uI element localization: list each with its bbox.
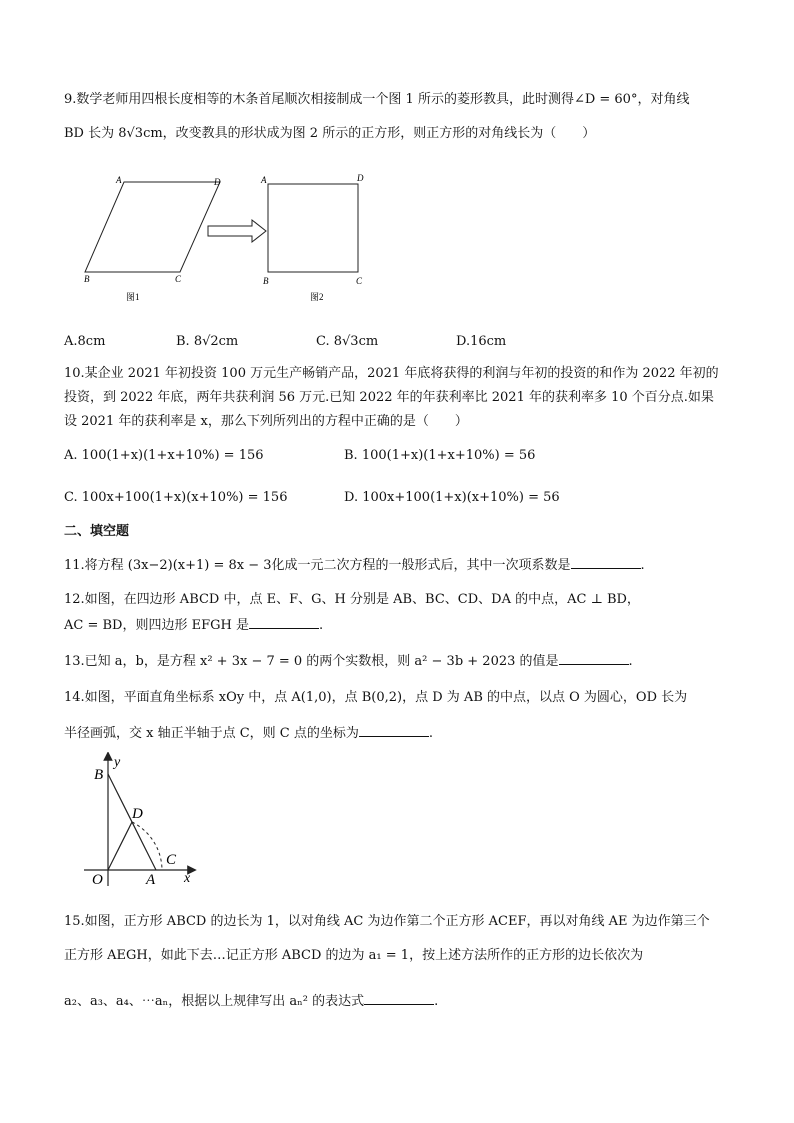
q9-option-a: A.8cm — [64, 334, 106, 349]
label-b: B — [94, 767, 104, 783]
q12-line1: 12.如图，在四边形 ABCD 中，点 E、F、G、H 分别是 AB、BC、CD、DA 的中点，AC ⊥ BD， — [64, 592, 640, 607]
q12-line2 — [64, 614, 323, 636]
q10-line1: 10.某企业 2021 年初投资 100 万元生产畅销产品，2021 年底将获得的利润与年初的投资的和作为 2022 年初的 — [64, 366, 719, 381]
q12-period: . — [318, 618, 324, 633]
q9-option-c: C. 8√3cm — [316, 334, 379, 349]
rhombus-shape — [85, 182, 220, 272]
q13-period: . — [628, 654, 633, 669]
fig1-label-A: A — [116, 175, 122, 185]
q15-line1: 15.如图，正方形 ABCD 的边长为 1，以对角线 AC 为边作第二个正方形 ACEF，再以对角线 AE 为边作第三个 — [64, 914, 710, 929]
fig2-label-D: D — [357, 173, 364, 183]
q10-line2: 投资，到 2022 年底，两年共获利润 56 万元.已知 2022 年的年获利率比 2021 年的获利率多 10 个百分点.如果 — [64, 390, 714, 405]
label-d: D — [132, 806, 143, 822]
q14-figure — [84, 752, 214, 892]
section-title: 二、填空题 — [64, 524, 130, 539]
fig1-label-D: D — [214, 177, 221, 187]
label-c: C — [166, 852, 177, 868]
q14-period: . — [428, 726, 434, 741]
q9-option-d: D.16cm — [456, 334, 507, 349]
q10-option-d: D. 100x+100(1+x)(x+10%) = 56 — [344, 490, 560, 505]
q14-line2 — [64, 722, 433, 744]
q9-option-b: B. 8√2cm — [176, 334, 239, 349]
q12-text: AC = BD，则四边形 EFGH 是 — [64, 618, 249, 633]
q14-text: 半径画弧，交 x 轴正半轴于点 C，则 C 点的坐标为 — [64, 726, 359, 741]
q14-line1: 14.如图，平面直角坐标系 xOy 中，点 A(1,0)，点 B(0,2)，点 D 为 AB 的中点，以点 O 为圆心，OD 长为 — [64, 690, 688, 705]
q15-line2: 正方形 AEGH，如此下去…记正方形 ABCD 的边为 a₁ = 1，按上述方法所作的正方形的边长依次为 — [64, 948, 644, 963]
transform-arrow-icon — [208, 220, 266, 242]
segment-od — [108, 822, 132, 870]
q13-answer-blank[interactable] — [559, 650, 629, 665]
label-y: y — [114, 755, 121, 770]
fig1-caption: 图1 — [126, 292, 140, 302]
square-shape — [268, 184, 358, 272]
label-o: O — [92, 872, 103, 888]
q11 — [64, 554, 645, 576]
fig2-caption: 图2 — [310, 292, 324, 302]
q15-period: . — [434, 994, 439, 1009]
q9-line1: 9.数学老师用四根长度相等的木条首尾顺次相接制成一个图 1 所示的菱形教具，此时测得∠D = 60°，对角线 — [64, 92, 690, 107]
q15-text: a₂、a₃、a₄、⋯aₙ，根据以上规律写出 aₙ² 的表达式 — [64, 994, 365, 1009]
q11-text: 11.将方程 (3x−2)(x+1) = 8x − 3化成一元二次方程的一般形式后，其中一次项系数是 — [64, 558, 571, 573]
arc-dc — [132, 822, 162, 870]
q15-answer-blank[interactable] — [364, 990, 434, 1005]
q12-answer-blank[interactable] — [249, 614, 319, 629]
fig2-label-A: A — [261, 175, 267, 185]
q10-option-b: B. 100(1+x)(1+x+10%) = 56 — [344, 448, 536, 463]
fig2-label-B: B — [263, 276, 269, 286]
q9-figures — [80, 170, 380, 310]
q11-period: . — [640, 558, 645, 573]
fig2-label-C: C — [356, 276, 363, 286]
q13-text: 13.已知 a，b，是方程 x² + 3x − 7 = 0 的两个实数根，则 a² − 3b + 2023 的值是 — [64, 654, 559, 669]
q15-line3 — [64, 990, 438, 1012]
q11-answer-blank[interactable] — [571, 554, 641, 569]
fig1-label-C: C — [175, 274, 182, 284]
label-x: x — [184, 871, 191, 886]
q10-option-c: C. 100x+100(1+x)(x+10%) = 156 — [64, 490, 288, 505]
q9-line2: BD 长为 8√3cm，改变教具的形状成为图 2 所示的正方形，则正方形的对角线长为（ ） — [64, 126, 596, 141]
q10-option-a: A. 100(1+x)(1+x+10%) = 156 — [64, 448, 264, 463]
label-a: A — [146, 872, 156, 888]
q14-answer-blank[interactable] — [359, 722, 429, 737]
fig1-label-B: B — [84, 274, 90, 284]
q13 — [64, 650, 633, 672]
q10-line3: 设 2021 年的获利率是 x，那么下列所列出的方程中正确的是（ ） — [64, 414, 468, 429]
